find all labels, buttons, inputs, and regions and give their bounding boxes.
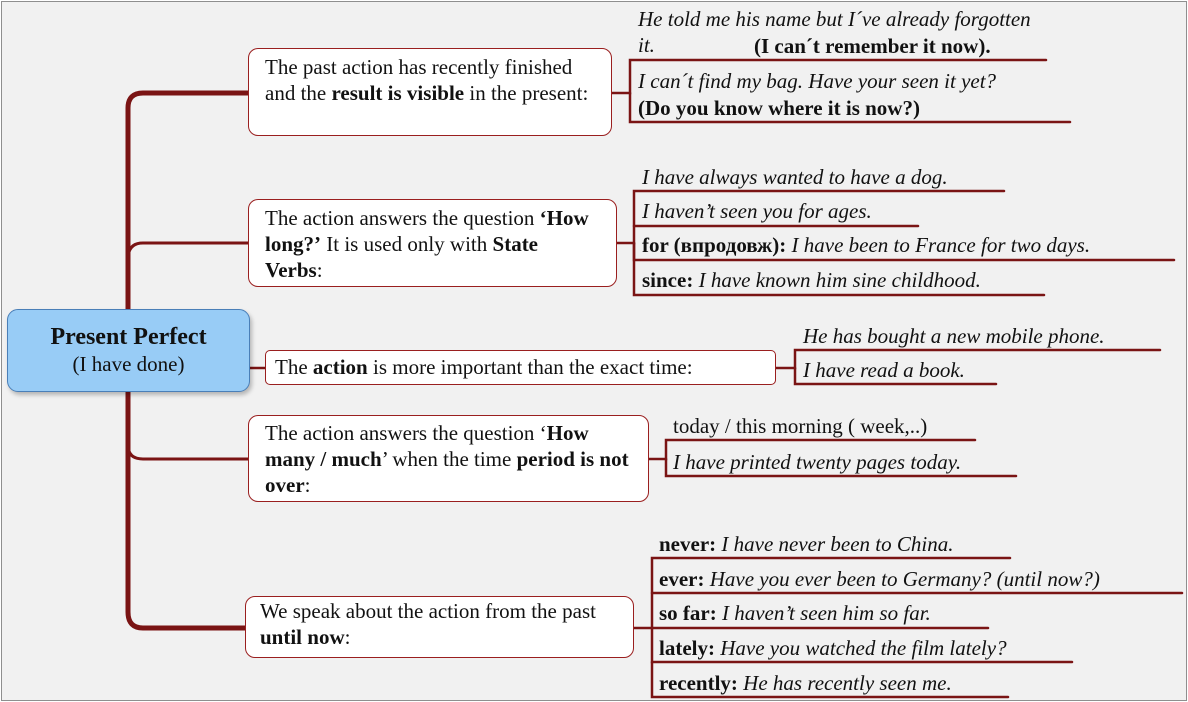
example-leaf: so far: I haven’t seen him so far. xyxy=(659,601,931,625)
example-leaf: He told me his name but I´ve already forgotten it. xyxy=(638,7,1031,57)
root-subtitle: (I have done) xyxy=(72,352,185,376)
example-leaf: ever: Have you ever been to Germany? (until now?) xyxy=(659,567,1100,591)
example-leaf: I haven’t seen you for ages. xyxy=(642,199,872,223)
trunk-connector xyxy=(128,93,248,309)
example-leaf: never: I have never been to China. xyxy=(659,532,954,556)
example-leaf: since: I have known him sine childhood. xyxy=(642,268,981,292)
branch-node-how-long: The action answers the question ‘How long?’ It is used only with State Verbs: xyxy=(248,199,617,287)
branch-connector-4 xyxy=(128,445,248,459)
example-leaf: recently: He has recently seen me. xyxy=(659,671,952,695)
branch-node-action-important: The action is more important than the exact time: xyxy=(265,350,776,385)
root-title: Present Perfect xyxy=(50,324,207,350)
example-leaf: I can´t find my bag. Have your seen it yet? xyxy=(638,69,997,93)
branch-node-result-visible: The past action has recently finished and the result is visible in the present: xyxy=(248,48,612,136)
example-leaf-note: (I can´t remember it now). xyxy=(754,34,991,58)
example-leaf: for (впродовж): I have been to France for two days. xyxy=(642,233,1091,257)
example-leaf: I have always wanted to have a dog. xyxy=(642,165,948,189)
root-node xyxy=(7,309,250,392)
branch-node-until-now: We speak about the action from the past until now: xyxy=(245,596,634,658)
example-leaf: lately: Have you watched the film lately? xyxy=(659,636,1007,660)
example-leaf: I have printed twenty pages today. xyxy=(673,450,962,474)
branch-connector-2 xyxy=(128,243,248,259)
trunk-connector xyxy=(128,392,245,628)
branch-node-how-many: The action answers the question ‘How many / much’ when the time period is not over: xyxy=(248,415,649,502)
example-leaf-note: (Do you know where it is now?) xyxy=(638,96,920,120)
example-leaf: He has bought a new mobile phone. xyxy=(803,324,1105,348)
example-leaf: I have read a book. xyxy=(803,358,965,382)
example-leaf: today / this morning ( week,..) xyxy=(673,414,928,438)
